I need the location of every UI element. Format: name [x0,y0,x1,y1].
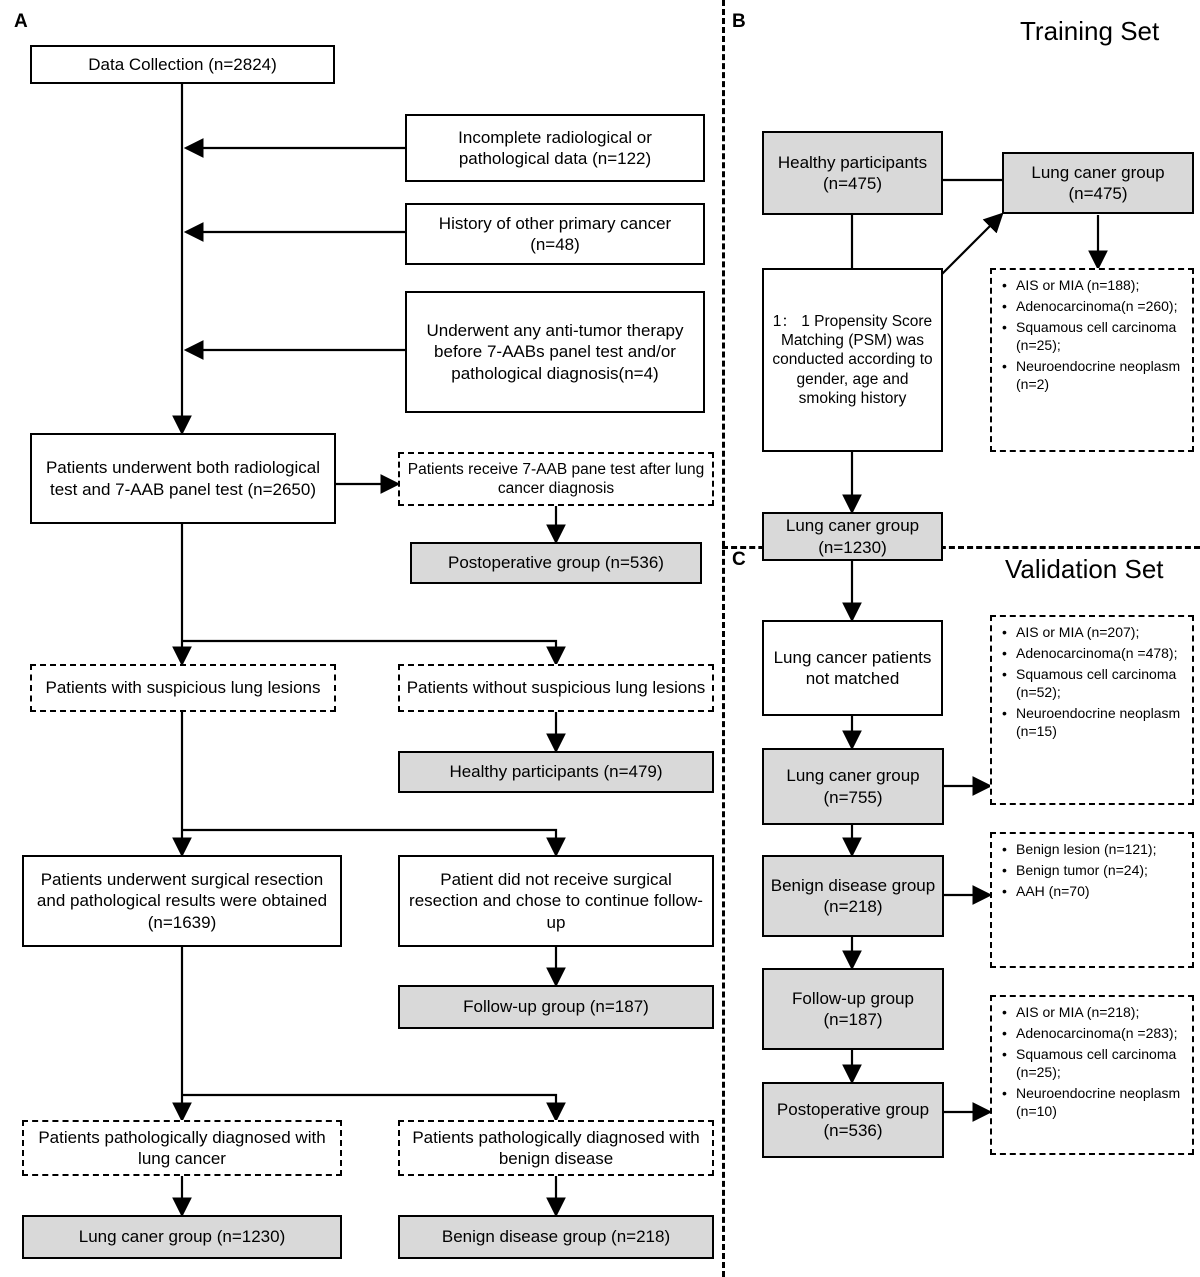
list-item: • Squamous cell carcinoma (n=25); [1016,1046,1186,1082]
list-item: • AIS or MIA (n=188); [1016,277,1186,295]
panel-divider-vertical [722,0,725,1277]
box-exclusion-therapy: Underwent any anti-tumor therapy before 7-AABs panel test and/or pathological diagnosis(n=4) [405,291,705,413]
list-item: • Neuroendocrine neoplasm (n=2) [1016,358,1186,394]
panel-c-title: Validation Set [1005,554,1164,584]
box-without-suspicious-lesions: Patients without suspicious lung lesions [398,664,714,712]
list-item: • Squamous cell carcinoma (n=52); [1016,666,1186,702]
box-not-matched: Lung cancer patients not matched [762,620,943,716]
box-healthy-participants-475: Healthy participants (n=475) [762,131,943,215]
list-item: • Squamous cell carcinoma (n=25); [1016,319,1186,355]
list-item: • Neuroendocrine neoplasm (n=10) [1016,1085,1186,1121]
box-no-surgical-resection: Patient did not receive surgical resection and chose to continue follow-up [398,855,714,947]
box-exclusion-history: History of other primary cancer (n=48) [405,203,705,265]
bullets-validation-histology [990,615,1194,805]
panel-b-letter: B [732,11,746,32]
box-lung-cancer-group-1230-b: Lung caner group (n=1230) [762,512,943,561]
box-benign-disease-group-218-a: Benign disease group (n=218) [398,1215,714,1259]
box-surgical-resection: Patients underwent surgical resection and pathological results were obtained (n=1639) [22,855,342,947]
box-benign-disease-group-218-c: Benign disease group (n=218) [762,855,944,937]
bullets-training-histology [990,268,1194,452]
box-postoperative-group-536-c: Postoperative group (n=536) [762,1082,944,1158]
box-7aab-after-diagnosis: Patients receive 7-AAB pane test after lung cancer diagnosis [398,452,714,506]
list-item: • AIS or MIA (n=218); [1016,1004,1186,1022]
bullets-benign-detail [990,832,1194,968]
panel-b-title: Training Set [1020,16,1160,46]
bullets-postoperative-detail [990,995,1194,1155]
box-postoperative-group: Postoperative group (n=536) [410,542,702,584]
box-both-tests: Patients underwent both radiological test and 7-AAB panel test (n=2650) [30,433,336,524]
list-item: • Adenocarcinoma(n =478); [1016,645,1186,663]
box-data-collection: Data Collection (n=2824) [30,45,335,84]
box-pathological-benign: Patients pathologically diagnosed with benign disease [398,1120,714,1176]
box-lung-cancer-group-475: Lung caner group (n=475) [1002,152,1194,214]
list-item: • Adenocarcinoma(n =260); [1016,298,1186,316]
box-healthy-participants: Healthy participants (n=479) [398,751,714,793]
panel-a-letter: A [14,11,28,32]
box-with-suspicious-lesions: Patients with suspicious lung lesions [30,664,336,712]
box-lung-cancer-group-1230-a: Lung caner group (n=1230) [22,1215,342,1259]
list-item: • Benign tumor (n=24); [1016,862,1186,880]
list-item: • AAH (n=70) [1016,883,1186,901]
box-followup-group-187-c: Follow-up group (n=187) [762,968,944,1050]
list-item: • Adenocarcinoma(n =283); [1016,1025,1186,1043]
box-pathological-lung-cancer: Patients pathologically diagnosed with lung cancer [22,1120,342,1176]
box-followup-group: Follow-up group (n=187) [398,985,714,1029]
list-item: • Neuroendocrine neoplasm (n=15) [1016,705,1186,741]
box-lung-cancer-group-755: Lung caner group (n=755) [762,748,944,825]
list-item: • AIS or MIA (n=207); [1016,624,1186,642]
list-item: • Benign lesion (n=121); [1016,841,1186,859]
box-psm-description: 1： 1 Propensity Score Matching (PSM) was conducted according to gender, age and smoking history [762,268,943,452]
box-exclusion-incomplete: Incomplete radiological or pathological data (n=122) [405,114,705,182]
panel-c-letter: C [732,549,746,570]
